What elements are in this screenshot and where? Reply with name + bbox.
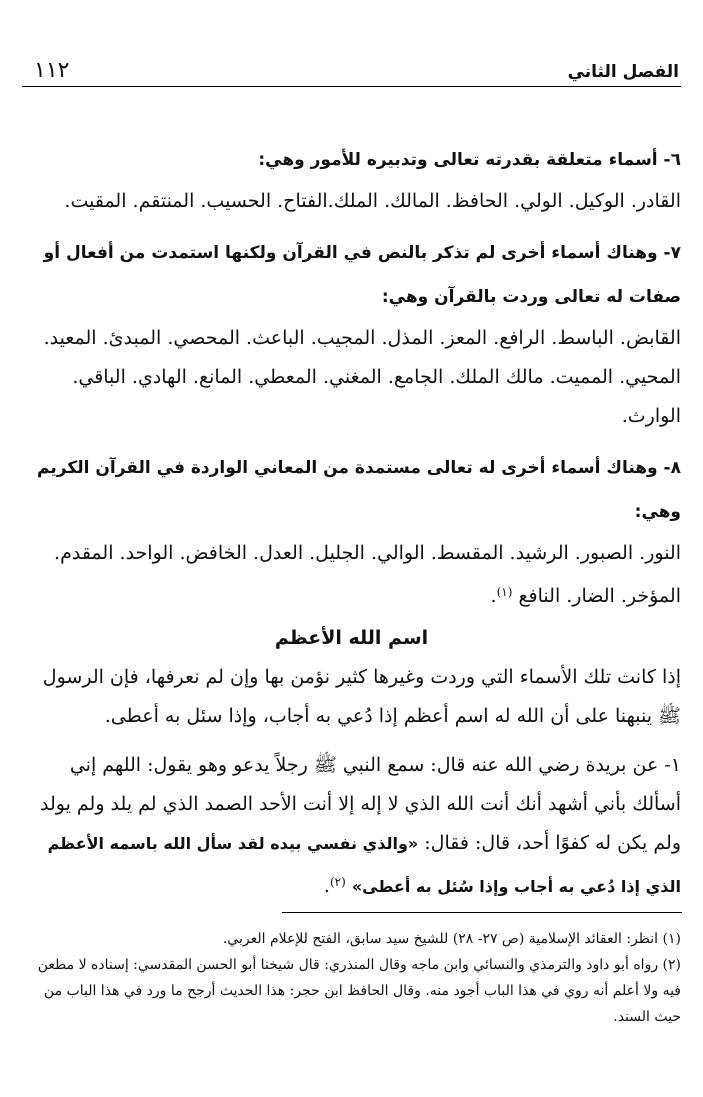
section-intro: إذا كانت تلك الأسماء التي وردت وغيرها كثير نؤمن بها وإن لم نعرفها، فإن الرسول ﷺ ينبهنا على أن الله له اسم أعظم إذا دُعي به أجاب، وإذا سئل به أعطى. xyxy=(42,666,681,727)
item-names-6: القادر. الوكيل. الولي. الحافظ. المالك. الملك.الفتاح. الحسيب. المنتقم. المقيت. xyxy=(64,190,681,212)
hadith-paragraph: ١- عن بريدة رضي الله عنه قال: سمع النبي ﷺ رجلاً يدعو وهو يقول: اللهم إني أسألك بأني أشهد أنك أنت الله الذي لا إله إلا أنت الأحد الصمد الذي لم يلد ولم يولد ولم يكن له كفوًا أحد، قال: فقال: «والذي نفسي بيده لقد سأل الله باسمه الأعظم الذي إذا دُعي به أجاب وإذا سُئل به أعطى» $^{(٢)}$. xyxy=(40,754,681,897)
footnote-divider xyxy=(282,912,682,913)
running-header xyxy=(24,58,679,86)
item-names-8: النور. الصبور. الرشيد. المقسط. الوالي. الجليل. العدل. الخافض. الواحد. المقدم. المؤخر. الضار. النافع $^{(١)}$. xyxy=(54,542,681,607)
item-heading-8: ٨- وهناك أسماء أخرى له تعالى مستمدة من المعاني الواردة في القرآن الكريم وهي: xyxy=(37,458,681,522)
footnote-ref-2: (٢) xyxy=(329,875,346,889)
item-heading-6: ٦- أسماء متعلقة بقدرته تعالى وتدبيره للأمور وهي: xyxy=(258,150,681,170)
footnote-2: (٢) رواه أبو داود والترمذي والنسائي وابن ماجه وقال المنذري: قال شيخنا أبو الحسن المقدسي: إسناده لا مطعن فيه ولا أعلم أنه روي في هذا الباب أجود منه. وقال الحافظ ابن حجر: هذا الحديث أرجح ما ورد في هذا الباب من حيث السند. xyxy=(37,957,681,1025)
item-names-7: القابض. الباسط. الرافع. المعز. المذل. المجيب. الباعث. المحصي. المبدئ. المعيد. المحيي. المميت. مالك الملك. الجامع. المغني. المعطي. المانع. الهادي. الباقي. الوارث. xyxy=(43,327,681,427)
header-divider xyxy=(22,86,681,87)
item-heading-7: ٧- وهناك أسماء أخرى لم تذكر بالنص في القرآن ولكنها استمدت من أفعال أو صفات له تعالى وردت بالقرآن وهي: xyxy=(43,243,681,307)
footnotes xyxy=(22,926,681,1030)
main-text xyxy=(22,138,681,906)
section-title: اسم الله الأعظم xyxy=(274,627,429,649)
footnote-1: (١) انظر: العقائد الإسلامية (ص ٢٧- ٢٨) للشيخ سيد سابق، الفتح للإعلام العربي. xyxy=(222,931,681,947)
page-number: ١١٢ xyxy=(34,58,70,83)
hadith-quote: «والذي نفسي بيده لقد سأل الله باسمه الأعظم الذي إذا دُعي به أجاب وإذا سُئل به أعطى» xyxy=(47,834,681,896)
footnote-ref-1: (١) xyxy=(496,585,513,599)
chapter-title: الفصل الثاني xyxy=(567,62,679,82)
